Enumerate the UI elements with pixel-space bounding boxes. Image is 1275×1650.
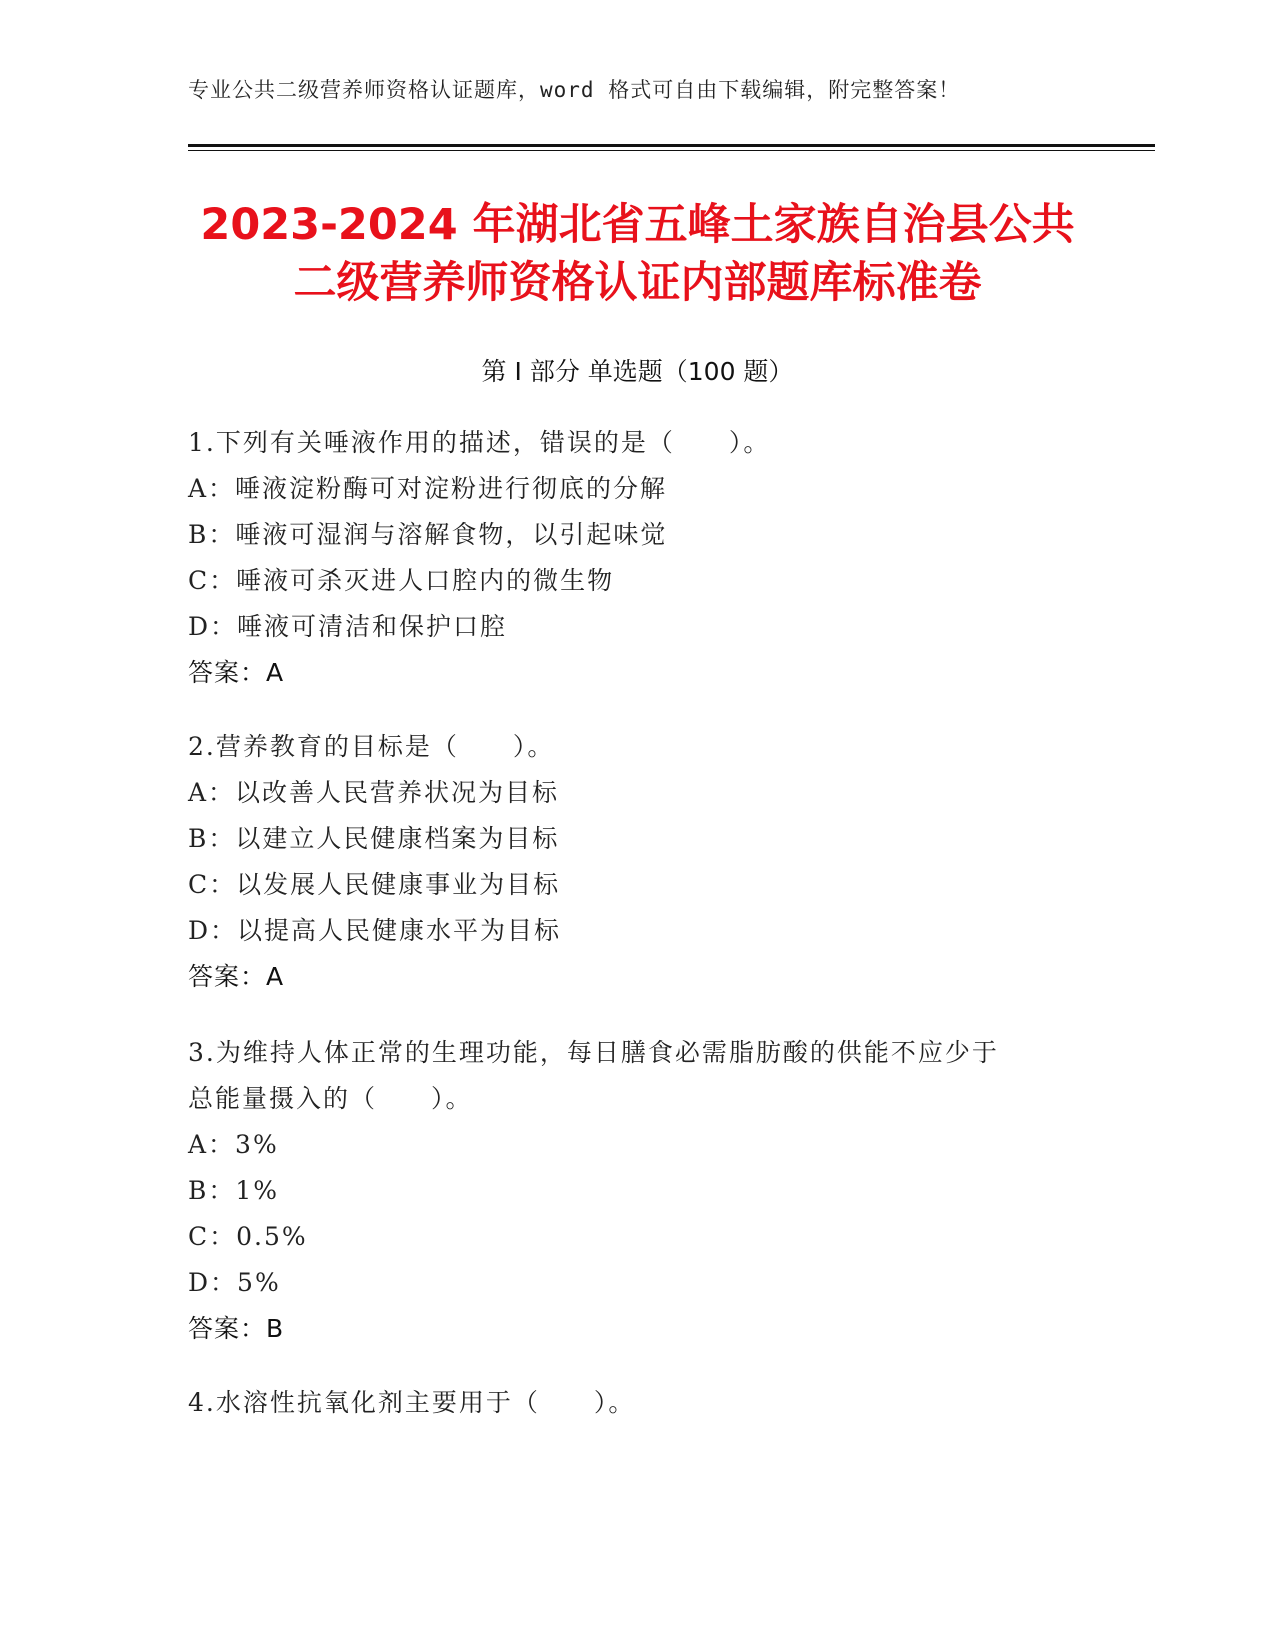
header-note: 专业公共二级营养师资格认证题库，word 格式可自由下载编辑，附完整答案！: [188, 78, 961, 102]
question-stem-line-2: 总能量摄入的（ ）。: [188, 1084, 473, 1113]
question-4: [188, 1380, 1088, 1426]
question-1: [188, 420, 1088, 696]
title-line-1: 2023-2024 年湖北省五峰土家族自治县公共: [200, 200, 1075, 250]
option-d: D：唾液可清洁和保护口腔: [188, 612, 508, 641]
section-heading: 第 I 部分 单选题（100 题）: [481, 357, 794, 386]
option-a: A：唾液淀粉酶可对淀粉进行彻底的分解: [188, 474, 668, 503]
question-stem: 2.营养教育的目标是（ ）。: [188, 732, 555, 761]
option-b: B：1%: [188, 1176, 280, 1205]
option-b: B：唾液可湿润与溶解食物，以引起味觉: [188, 520, 668, 549]
option-a: A：3%: [188, 1130, 279, 1159]
option-d: D：5%: [188, 1268, 281, 1297]
option-b: B：以建立人民健康档案为目标: [188, 824, 560, 853]
question-stem-line-1: 3.为维持人体正常的生理功能，每日膳食必需脂肪酸的供能不应少于: [188, 1038, 999, 1067]
question-stem: 1.下列有关唾液作用的描述，错误的是（ ）。: [188, 428, 771, 457]
option-d: D：以提高人民健康水平为目标: [188, 916, 562, 945]
answer: 答案：A: [188, 962, 285, 991]
question-stem: 4.水溶性抗氧化剂主要用于（ ）。: [188, 1388, 636, 1417]
header-rule-thick: [188, 144, 1155, 147]
option-a: A：以改善人民营养状况为目标: [188, 778, 560, 807]
title-line-2: 二级营养师资格认证内部题库标准卷: [293, 258, 982, 308]
option-c: C：以发展人民健康事业为目标: [188, 870, 561, 899]
question-2: [188, 724, 1088, 1000]
header-rule-thin: [188, 150, 1155, 151]
answer: 答案：B: [188, 1314, 285, 1343]
answer: 答案：A: [188, 658, 285, 687]
option-c: C：唾液可杀灭进人口腔内的微生物: [188, 566, 615, 595]
question-3: [188, 1030, 1088, 1352]
option-c: C：0.5%: [188, 1222, 308, 1251]
document-title: [100, 196, 1175, 312]
